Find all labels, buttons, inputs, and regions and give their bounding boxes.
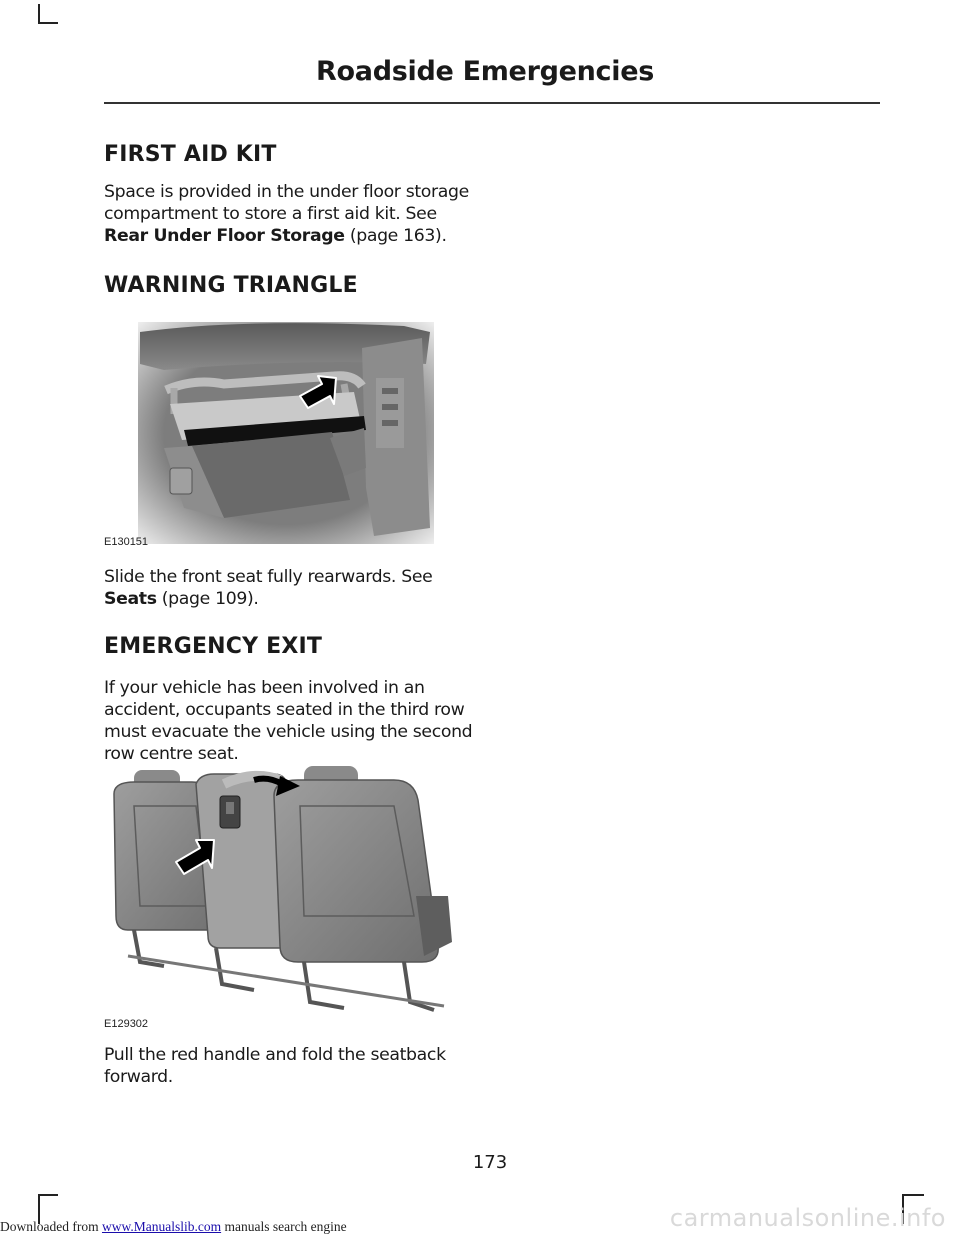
- figure-code: E129302: [104, 1018, 149, 1030]
- crop-mark: [38, 4, 40, 24]
- emergency-exit-paragraph: If your vehicle has been involved in an accident, occupants seated in the third row must evacuate the vehicle using the second row centre seat.: [104, 678, 473, 764]
- emergency-exit-figure: [104, 766, 464, 1034]
- first-aid-page-ref: (page 163).: [344, 226, 447, 246]
- manualslib-link[interactable]: www.Manualslib.com: [101, 1219, 222, 1234]
- footer-suffix: manuals search engine: [221, 1219, 347, 1234]
- crop-mark: [38, 1194, 58, 1196]
- warning-triangle-heading: WARNING TRIANGLE: [104, 273, 358, 298]
- page-number: 173: [472, 1152, 508, 1173]
- second-row-seats-illustration: [104, 766, 464, 1018]
- header-divider: [104, 102, 880, 104]
- first-aid-paragraph: [104, 181, 484, 247]
- watermark: carmanualsonline.info: [669, 1204, 946, 1232]
- warning-triangle-paragraph: [104, 566, 484, 610]
- warning-triangle-page-ref: (page 109).: [156, 589, 259, 609]
- first-aid-text: Space is provided in the under floor storage compartment to store a first aid kit. See: [104, 182, 469, 224]
- first-aid-heading: FIRST AID KIT: [104, 142, 277, 167]
- download-footer: [0, 1219, 347, 1235]
- figure-code: E130151: [104, 536, 149, 548]
- crop-mark: [38, 22, 58, 24]
- emergency-exit-heading: EMERGENCY EXIT: [104, 634, 323, 659]
- warning-triangle-figure: [104, 318, 444, 548]
- seats-link[interactable]: Seats: [104, 589, 157, 609]
- footer-prefix: Downloaded from: [0, 1219, 102, 1234]
- section-title: Roadside Emergencies: [316, 56, 654, 87]
- under-seat-compartment-illustration: [104, 318, 444, 548]
- warning-triangle-text: Slide the front seat fully rearwards. See: [104, 567, 433, 587]
- crop-mark: [904, 1194, 924, 1196]
- emergency-exit-instruction: Pull the red handle and fold the seatback forward.: [104, 1045, 446, 1087]
- rear-under-floor-storage-link[interactable]: Rear Under Floor Storage: [104, 226, 345, 246]
